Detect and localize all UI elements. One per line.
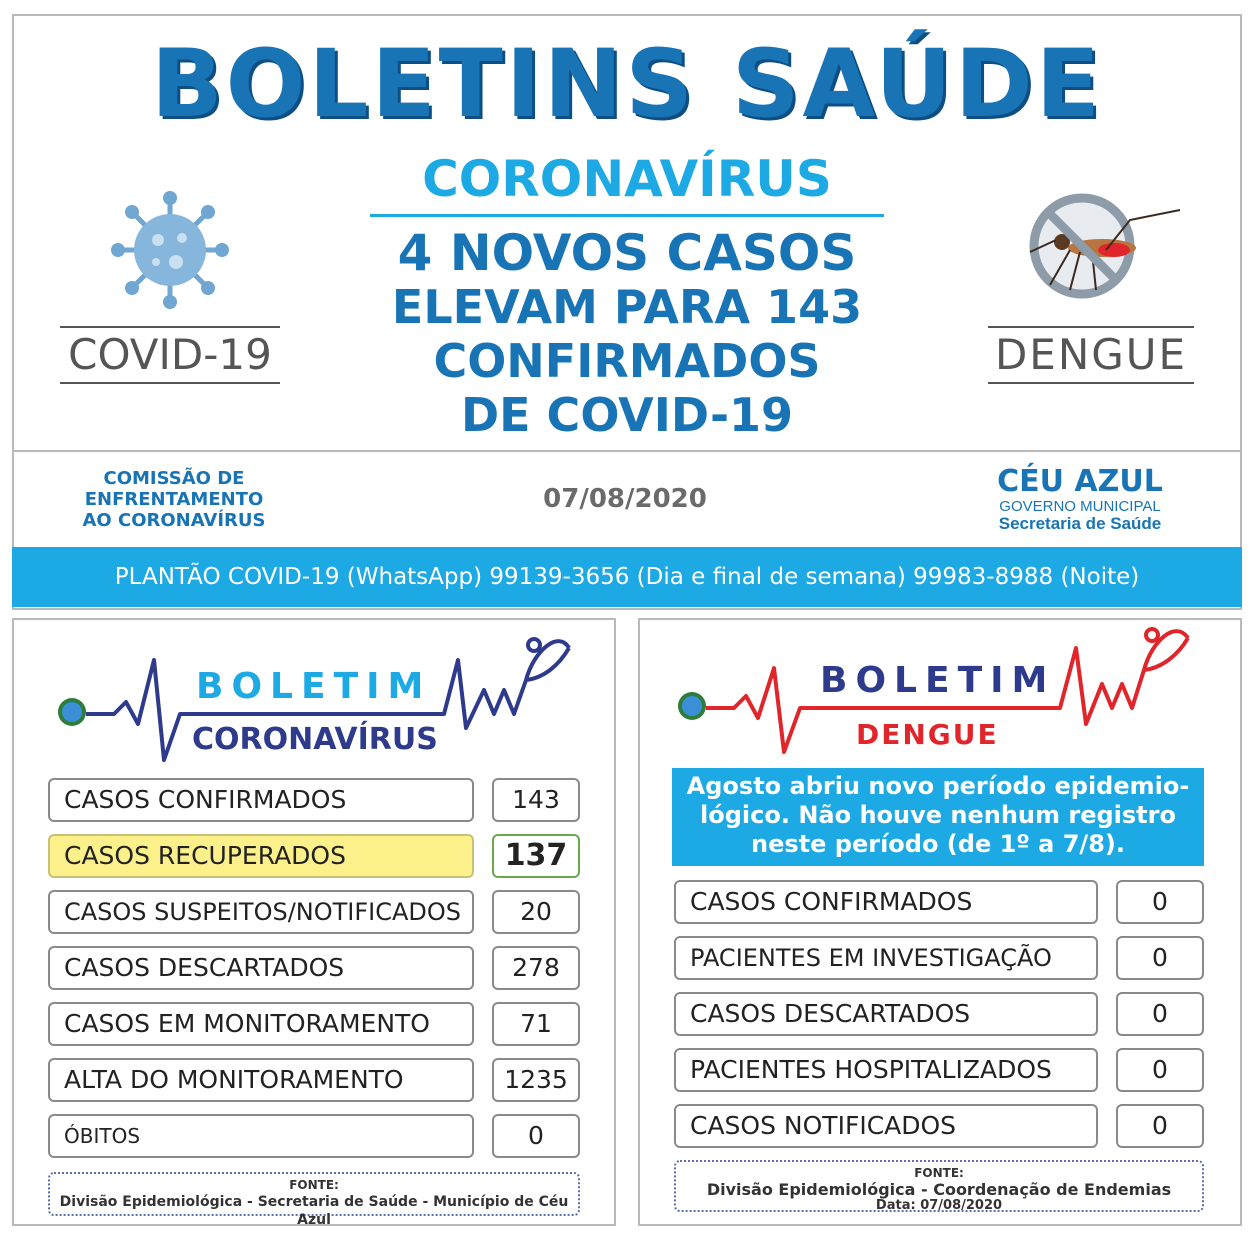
stethoscope-icon [526, 641, 569, 680]
headline-line-1: 4 NOVOS CASOS [397, 224, 857, 282]
row-value: 0 [1116, 936, 1204, 980]
source-title: FONTE: [285, 1178, 343, 1192]
table-row [674, 992, 1204, 1036]
bulletin-date: 07/08/2020 [543, 484, 707, 514]
row-label: CASOS CONFIRMADOS [674, 880, 1098, 924]
row-value: 0 [1116, 992, 1204, 1036]
row-value: 20 [492, 890, 580, 934]
row-label: CASOS NOTIFICADOS [674, 1104, 1098, 1148]
dengue-source-box [674, 1160, 1204, 1212]
dengue-boletim-heading: BOLETIM [820, 660, 1056, 701]
row-value: 278 [492, 946, 580, 990]
table-row [48, 778, 580, 822]
no-mosquito-icon [1010, 190, 1190, 310]
table-row [674, 1048, 1204, 1092]
title-underline [370, 214, 884, 217]
commission-line-2: ENFRENTAMENTO [84, 489, 264, 510]
table-row [48, 946, 580, 990]
municipality-name: CÉU AZUL [997, 464, 1163, 499]
row-value: 71 [492, 1002, 580, 1046]
dengue-boletim-subheading: DENGUE [856, 718, 999, 751]
government-label: GOVERNO MUNICIPAL [999, 498, 1161, 515]
source-text: Divisão Epidemiológica - Coordenação de Endemias [706, 1180, 1172, 1199]
row-value: 0 [1116, 1104, 1204, 1148]
dengue-note-line-3: neste período (de 1º a 7/8). [751, 830, 1125, 858]
table-row [48, 1002, 580, 1046]
covid-source-box [48, 1172, 580, 1228]
row-label: CASOS CONFIRMADOS [48, 778, 474, 822]
row-value: 0 [1116, 880, 1204, 924]
headline-line-3: CONFIRMADOS [433, 334, 821, 388]
table-row [674, 1104, 1204, 1148]
commission-line-1: COMISSÃO DE [103, 468, 245, 489]
row-value: 1235 [492, 1058, 580, 1102]
source-date: Data: 07/08/2020 [875, 1198, 1003, 1213]
row-value: 143 [492, 778, 580, 822]
row-label: CASOS DESCARTADOS [48, 946, 474, 990]
municipality-logo [960, 466, 1200, 533]
dengue-note [672, 768, 1204, 866]
dengue-note-line-2: lógico. Não houve nenhum registro [700, 801, 1176, 829]
headline [330, 226, 924, 442]
row-value: 0 [1116, 1048, 1204, 1092]
commission-name [64, 468, 284, 531]
coronavirus-title: CORONAVÍRUS [422, 150, 832, 208]
table-row [48, 834, 580, 878]
plantao-banner: PLANTÃO COVID-19 (WhatsApp) 99139-3656 (Dia e final de semana) 99983-8988 (Noite) [12, 547, 1242, 607]
row-label: CASOS EM MONITORAMENTO [48, 1002, 474, 1046]
covid-label: COVID-19 [60, 326, 280, 384]
row-label: PACIENTES EM INVESTIGAÇÃO [674, 936, 1098, 980]
table-row [48, 890, 580, 934]
main-title: BOLETINS SAÚDE [151, 30, 1103, 139]
covid-boletim-heading: BOLETIM [196, 666, 432, 707]
stethoscope-icon [1144, 631, 1188, 670]
row-label: CASOS DESCARTADOS [674, 992, 1098, 1036]
covid-boletim-subheading: CORONAVÍRUS [192, 722, 438, 757]
headline-line-4: DE COVID-19 [460, 388, 794, 442]
table-row [674, 936, 1204, 980]
row-label: ALTA DO MONITORAMENTO [48, 1058, 474, 1102]
row-label: CASOS RECUPERADOS [48, 834, 474, 878]
department-label: Secretaria de Saúde [998, 514, 1162, 533]
source-text: Divisão Epidemiológica - Secretaria de Saúde - Município de Céu Azul [59, 1194, 569, 1228]
table-row [674, 880, 1204, 924]
source-title: FONTE: [910, 1166, 968, 1180]
table-row [48, 1114, 580, 1158]
commission-line-3: AO CORONAVÍRUS [82, 510, 266, 531]
headline-line-2: ELEVAM PARA 143 [391, 280, 863, 334]
dengue-label: DENGUE [988, 326, 1194, 384]
row-label: PACIENTES HOSPITALIZADOS [674, 1048, 1098, 1092]
row-value: 0 [492, 1114, 580, 1158]
virus-icon [100, 190, 240, 310]
row-value: 137 [492, 834, 580, 878]
row-label: CASOS SUSPEITOS/NOTIFICADOS [48, 890, 474, 934]
row-label: ÓBITOS [48, 1114, 474, 1158]
dengue-note-line-1: Agosto abriu novo período epidemio- [686, 772, 1190, 800]
table-row [48, 1058, 580, 1102]
